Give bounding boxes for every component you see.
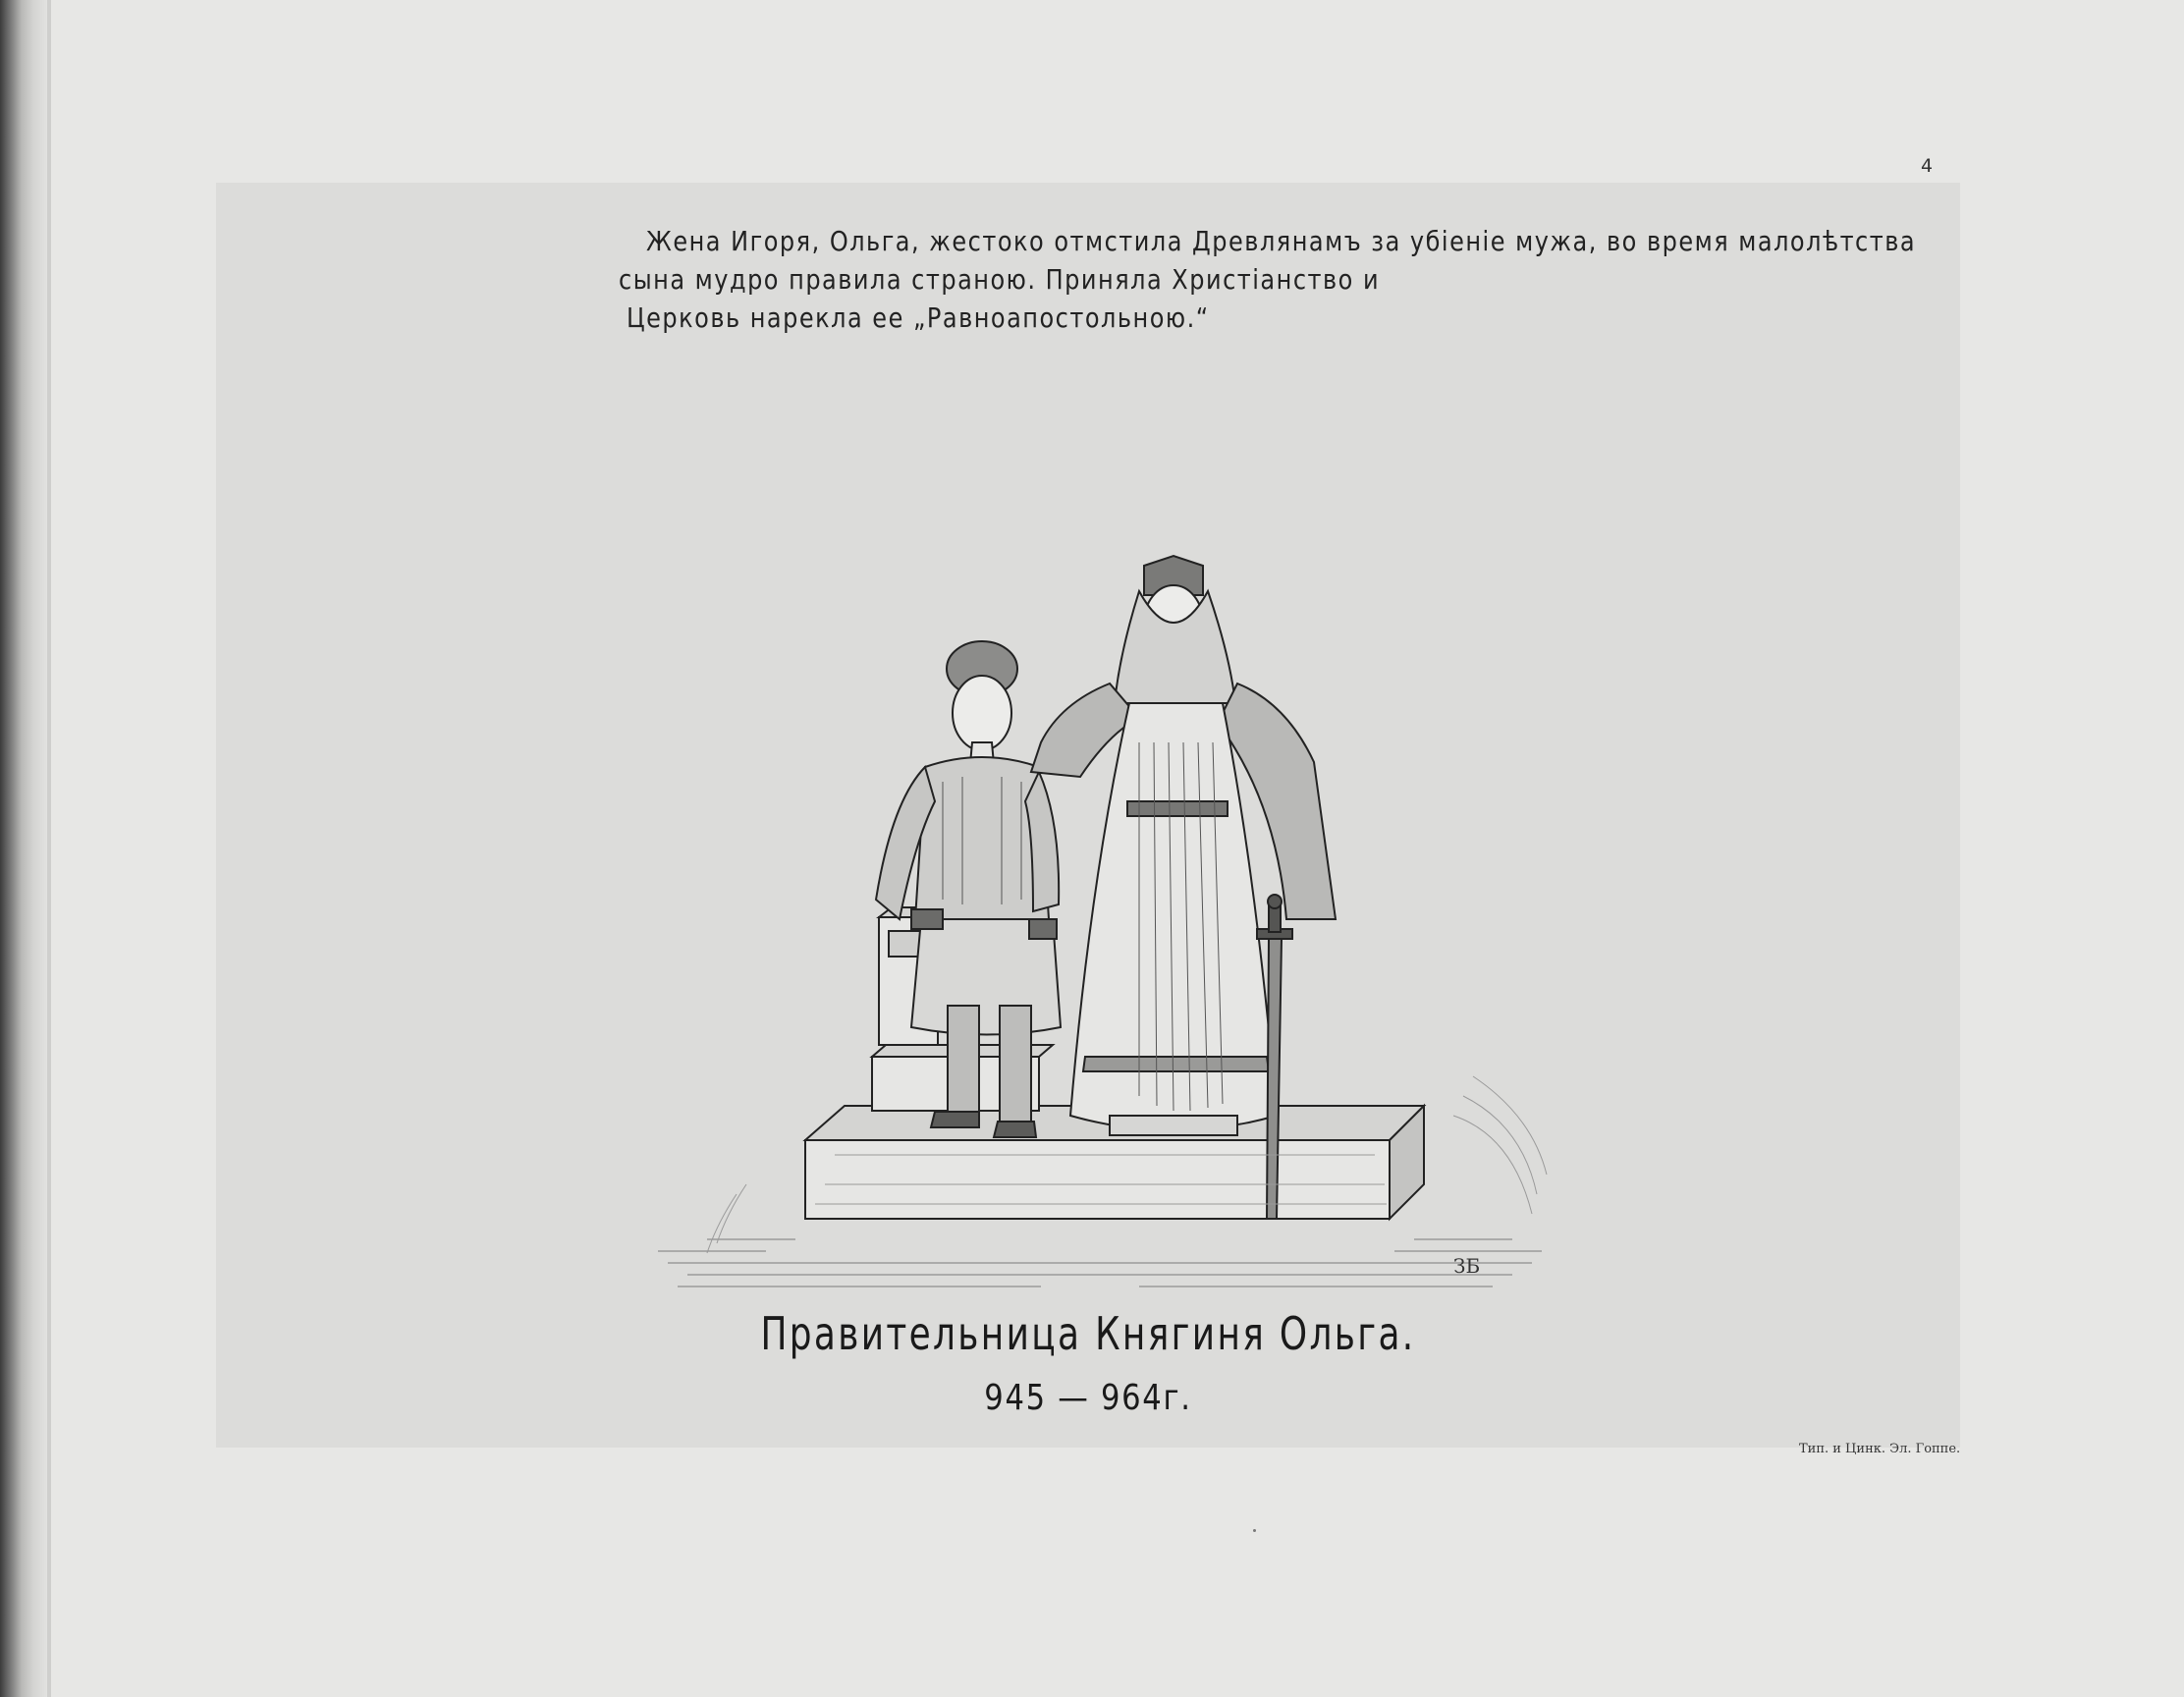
printer-imprint: Тип. и Цинк. Эл. Гоппе. <box>1799 1442 1961 1456</box>
caption-line-2: сына мудро правила страною. Приняла Христiанство и <box>619 263 1381 296</box>
illustration <box>648 507 1552 1430</box>
artist-monogram: ЗБ <box>1453 1254 1481 1278</box>
caption <box>619 222 1917 337</box>
plate <box>216 183 1960 1448</box>
page-number: 4 <box>1921 155 1934 177</box>
caption-line-1: Жена Игоря, Ольга, жестоко отмстила Древлянамъ за убiенiе мужа, во время малолѣтства <box>646 225 1917 257</box>
paper-speck <box>1253 1529 1256 1532</box>
plate-years: 945 — 964г. <box>984 1378 1192 1418</box>
page-edge <box>47 0 51 1697</box>
plate-title: Правительница Княгиня Ольга. <box>760 1307 1416 1360</box>
book-binding <box>0 0 47 1697</box>
caption-line-3: Церковь нарекла ее „Равноапостольною.“ <box>627 301 1210 334</box>
